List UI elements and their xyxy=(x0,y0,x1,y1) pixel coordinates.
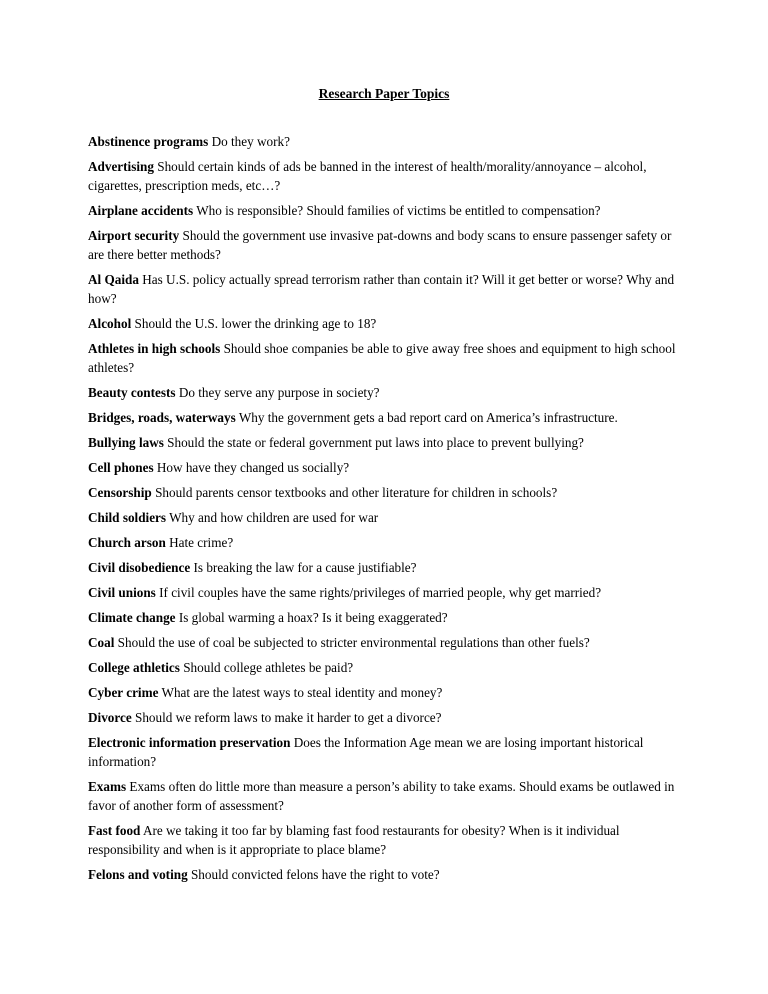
topic-item xyxy=(88,132,680,151)
topic-description: Should we reform laws to make it harder to get a divorce? xyxy=(135,710,442,725)
topic-description: Is global warming a hoax? Is it being exaggerated? xyxy=(178,610,448,625)
topic-item xyxy=(88,314,680,333)
topic-item xyxy=(88,821,680,859)
topic-item xyxy=(88,201,680,220)
topic-term: Civil disobedience xyxy=(88,560,191,575)
topic-item xyxy=(88,865,680,884)
topic-term: Cell phones xyxy=(88,460,154,475)
topic-description: What are the latest ways to steal identity and money? xyxy=(161,685,443,700)
topic-item xyxy=(88,733,680,771)
topic-item xyxy=(88,558,680,577)
topic-term: Censorship xyxy=(88,485,152,500)
topic-item xyxy=(88,533,680,552)
topic-description: Should convicted felons have the right to vote? xyxy=(190,867,440,882)
topic-item xyxy=(88,683,680,702)
topic-term: Advertising xyxy=(88,159,154,174)
topic-term: Bullying laws xyxy=(88,435,164,450)
topic-term: Abstinence programs xyxy=(88,134,209,149)
topic-term: Fast food xyxy=(88,823,141,838)
topic-item xyxy=(88,339,680,377)
topic-item xyxy=(88,458,680,477)
topic-item xyxy=(88,633,680,652)
topic-term: Divorce xyxy=(88,710,132,725)
topic-description: Why the government gets a bad report card on America’s infrastructure. xyxy=(238,410,618,425)
topic-item xyxy=(88,708,680,727)
topic-description: Should college athletes be paid? xyxy=(183,660,354,675)
topic-description: Are we taking it too far by blaming fast food restaurants for obesity? When is it individual responsibility and when is it appropriate to place blame? xyxy=(88,823,620,857)
topic-description: Should parents censor textbooks and other literature for children in schools? xyxy=(155,485,558,500)
topic-item xyxy=(88,608,680,627)
topic-description: If civil couples have the same rights/privileges of married people, why get married? xyxy=(159,585,602,600)
topic-term: Airplane accidents xyxy=(88,203,194,218)
topic-description: Does the Information Age mean we are losing important historical information? xyxy=(88,735,644,769)
topic-item xyxy=(88,658,680,677)
topic-item xyxy=(88,777,680,815)
topic-description: Should the use of coal be subjected to stricter environmental regulations than other fuels? xyxy=(117,635,590,650)
topic-term: Airport security xyxy=(88,228,180,243)
page-title: Research Paper Topics xyxy=(318,86,450,101)
topic-term: Felons and voting xyxy=(88,867,188,882)
topic-description: Should the state or federal government put laws into place to prevent bullying? xyxy=(167,435,584,450)
topic-term: Church arson xyxy=(88,535,166,550)
topic-term: Climate change xyxy=(88,610,176,625)
topic-term: Al Qaida xyxy=(88,272,139,287)
topic-item xyxy=(88,270,680,308)
topic-term: Beauty contests xyxy=(88,385,176,400)
topic-item xyxy=(88,157,680,195)
topic-description: Do they work? xyxy=(211,134,290,149)
topic-description: Should the government use invasive pat-downs and body scans to ensure passenger safety or are there better methods? xyxy=(88,228,672,262)
topic-item xyxy=(88,408,680,427)
topic-description: Why and how children are used for war xyxy=(169,510,379,525)
topic-item xyxy=(88,583,680,602)
topic-item xyxy=(88,483,680,502)
topic-item xyxy=(88,433,680,452)
topic-description: Should certain kinds of ads be banned in the interest of health/morality/annoyance – alcohol, cigarettes, prescription meds, etc…? xyxy=(88,159,647,193)
topics-list xyxy=(88,132,680,884)
topic-term: Child soldiers xyxy=(88,510,167,525)
topic-item xyxy=(88,383,680,402)
topic-description: Should the U.S. lower the drinking age to 18? xyxy=(134,316,377,331)
topic-term: College athletics xyxy=(88,660,180,675)
topic-description: Should shoe companies be able to give away free shoes and equipment to high school athletes? xyxy=(88,341,676,375)
topic-item xyxy=(88,226,680,264)
topic-term: Exams xyxy=(88,779,127,794)
topic-description: Hate crime? xyxy=(169,535,234,550)
topic-description: Who is responsible? Should families of victims be entitled to compensation? xyxy=(196,203,601,218)
topic-description: Do they serve any purpose in society? xyxy=(178,385,380,400)
topic-term: Coal xyxy=(88,635,115,650)
topic-item xyxy=(88,508,680,527)
topic-description: Has U.S. policy actually spread terrorism rather than contain it? Will it get better or worse? Why and how? xyxy=(88,272,675,306)
topic-term: Athletes in high schools xyxy=(88,341,221,356)
topic-term: Alcohol xyxy=(88,316,132,331)
topic-description: How have they changed us socially? xyxy=(156,460,350,475)
topic-term: Electronic information preservation xyxy=(88,735,291,750)
topic-term: Bridges, roads, waterways xyxy=(88,410,236,425)
topic-description: Exams often do little more than measure a person’s ability to take exams. Should exams be outlawed in favor of another form of assessment? xyxy=(88,779,675,813)
topic-description: Is breaking the law for a cause justifiable? xyxy=(193,560,417,575)
topic-term: Civil unions xyxy=(88,585,156,600)
topic-term: Cyber crime xyxy=(88,685,159,700)
